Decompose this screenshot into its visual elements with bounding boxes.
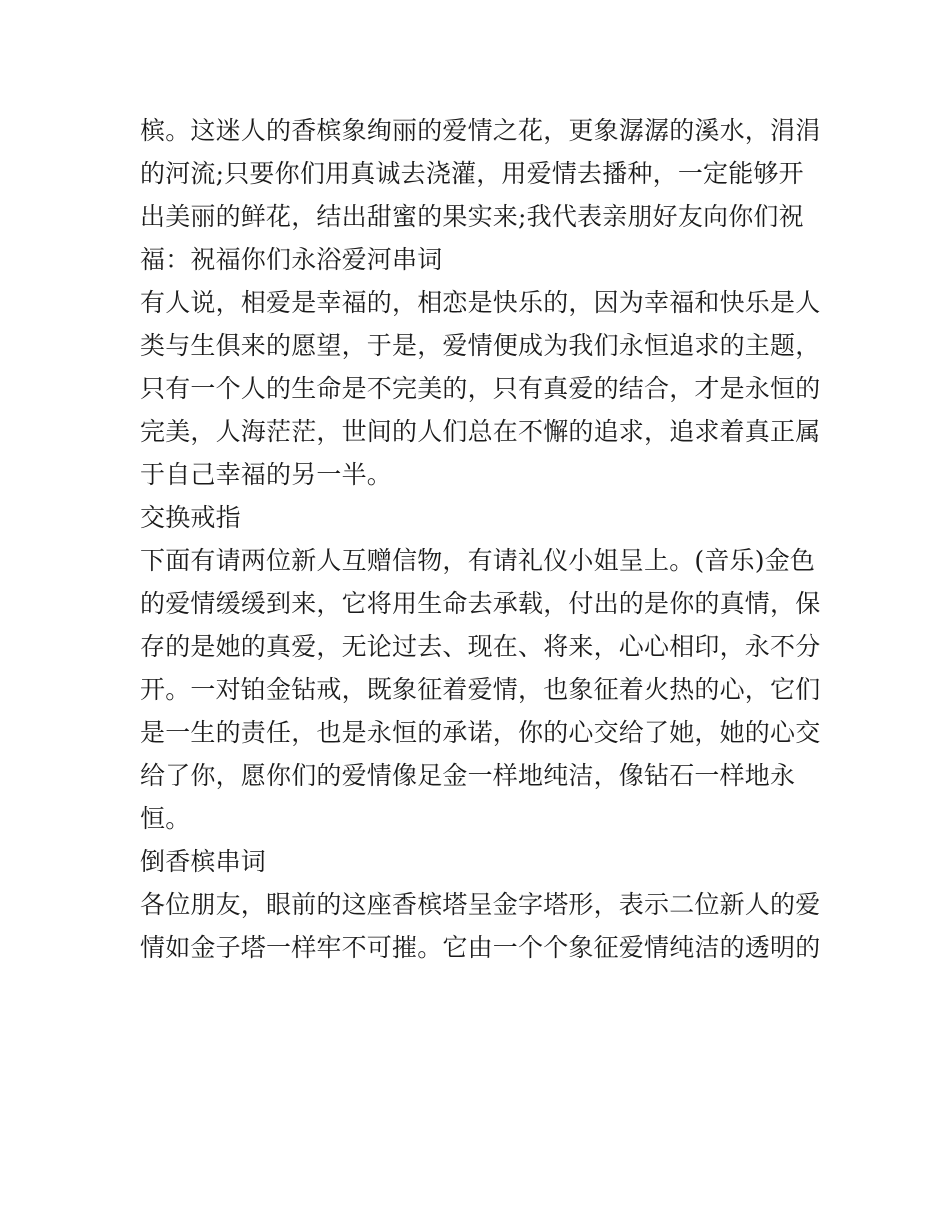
text-line: 恒。 <box>140 804 191 833</box>
text-line: 出美丽的鲜花，结出甜蜜的果实来;我代表亲朋好友向你们祝 <box>140 202 804 231</box>
text-line: 下面有请两位新人互赠信物，有请礼仪小姐呈上。(音乐)金色 <box>140 546 816 575</box>
document-text <box>140 109 820 969</box>
text-line: 存的是她的真爱，无论过去、现在、将来，心心相印，永不分 <box>140 632 821 661</box>
text-line: 有人说，相爱是幸福的，相恋是快乐的，因为幸福和快乐是人 <box>140 288 821 317</box>
section-heading: 交换戒指 <box>140 503 241 532</box>
text-line: 情如金子塔一样牢不可摧。它由一个个象征爱情纯洁的透明的 <box>140 933 821 962</box>
section-heading: 倒香槟串词 <box>140 847 267 876</box>
text-line: 于自己幸福的另一半。 <box>140 460 393 489</box>
text-line: 开。一对铂金钻戒，既象征着爱情，也象征着火热的心，它们 <box>140 675 821 704</box>
text-line: 福：祝福你们永浴爱河串词 <box>140 245 443 274</box>
text-line: 是一生的责任，也是永恒的承诺，你的心交给了她，她的心交 <box>140 718 821 747</box>
text-line: 各位朋友，眼前的这座香槟塔呈金字塔形，表示二位新人的爱 <box>140 890 821 919</box>
text-line: 槟。这迷人的香槟象绚丽的爱情之花，更象潺潺的溪水，涓涓 <box>140 116 821 145</box>
text-line: 给了你，愿你们的爱情像足金一样地纯洁，像钻石一样地永 <box>140 761 796 790</box>
text-line: 的爱情缓缓到来，它将用生命去承载，付出的是你的真情，保 <box>140 589 821 618</box>
text-line: 只有一个人的生命是不完美的，只有真爱的结合，才是永恒的 <box>140 374 821 403</box>
text-line: 完美，人海茫茫，世间的人们总在不懈的追求，追求着真正属 <box>140 417 821 446</box>
text-line: 的河流;只要你们用真诚去浇灌，用爱情去播种，一定能够开 <box>140 159 804 188</box>
text-line: 类与生俱来的愿望，于是，爱情便成为我们永恒追求的主题， <box>140 331 821 360</box>
